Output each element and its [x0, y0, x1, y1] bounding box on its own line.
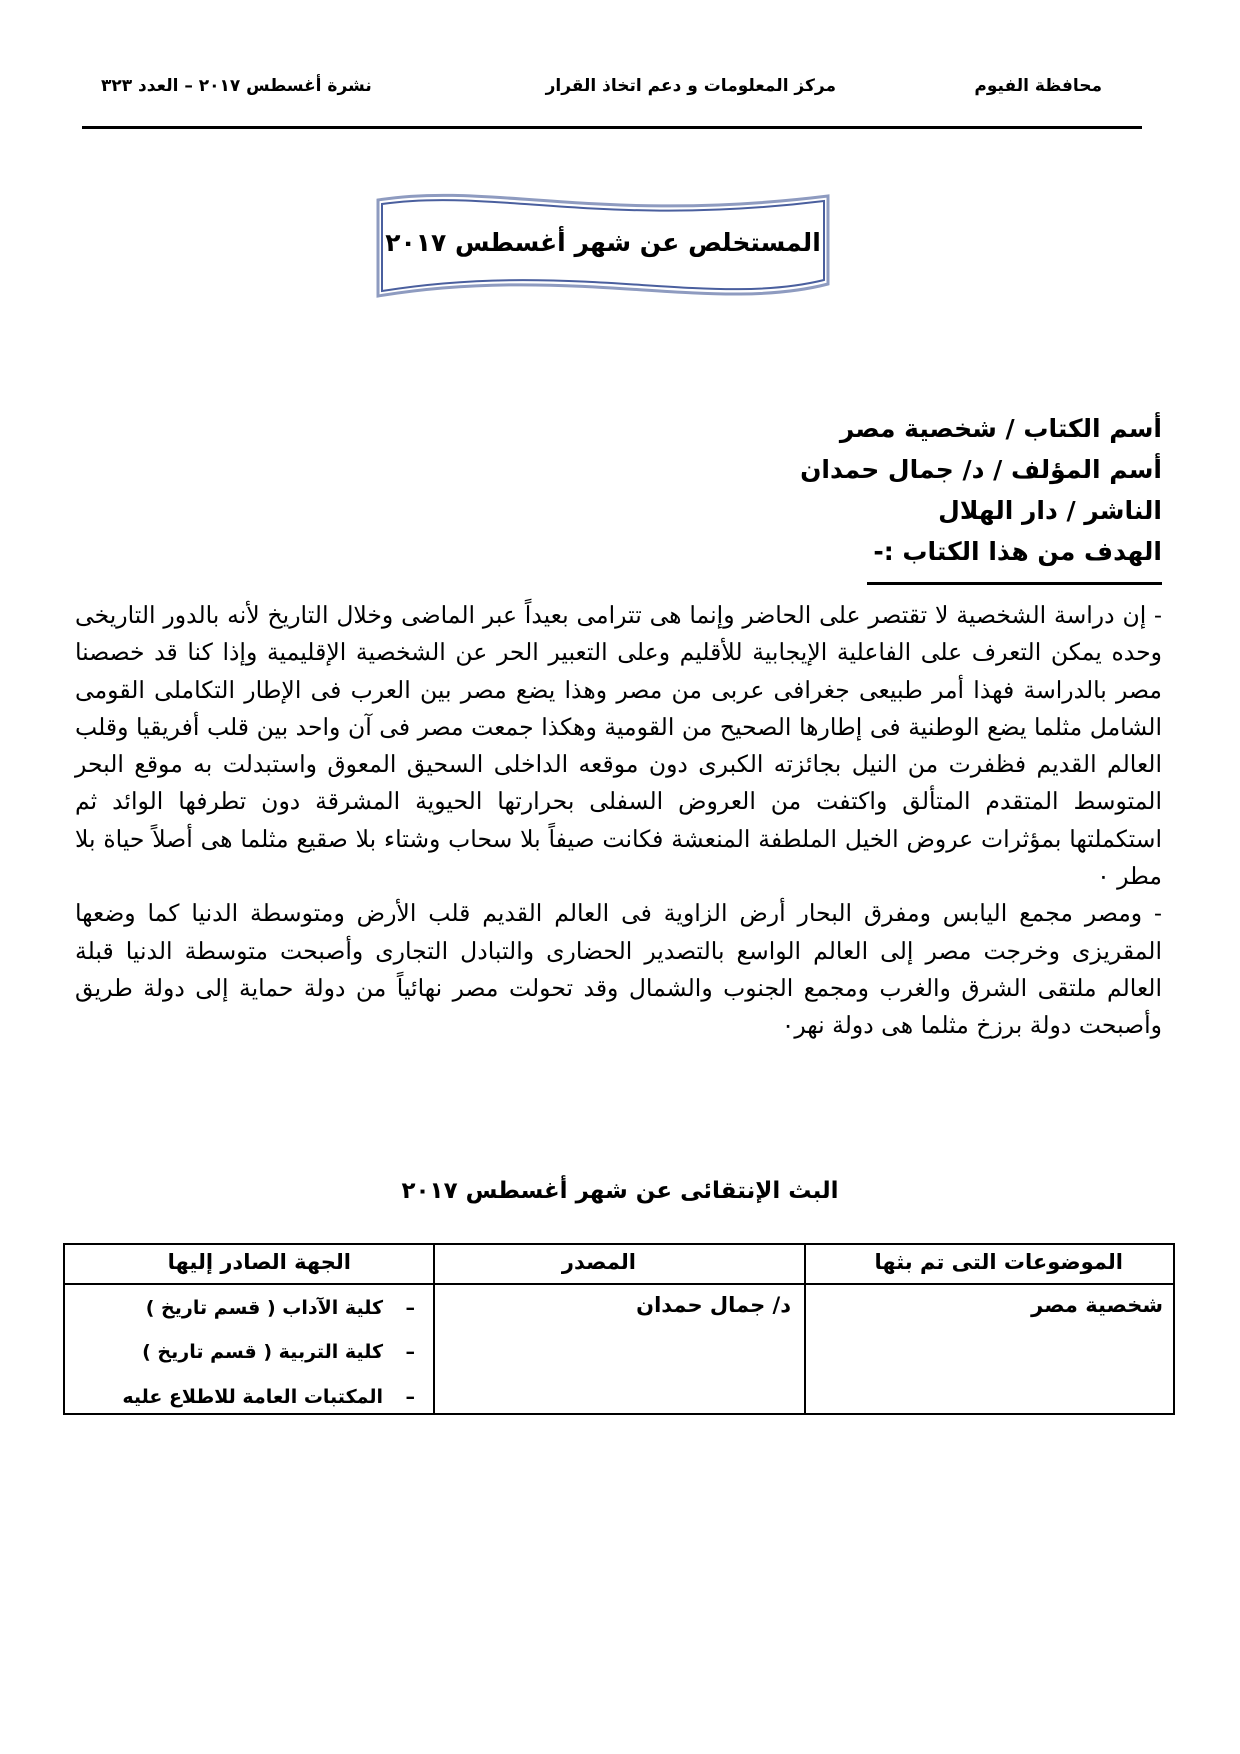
column-header-recipients: الجهة الصادر إليها: [167, 1250, 351, 1274]
recipient-item: كلية التربية ( قسم تاريخ ): [142, 1341, 383, 1363]
table-header-divider: [65, 1283, 1173, 1285]
book-publisher-line: الناشر / دار الهلال: [938, 496, 1162, 525]
table-cell-source: د/ جمال حمدان: [636, 1293, 791, 1317]
header-center-name: مركز المعلومات و دعم اتخاذ القرار: [545, 76, 836, 96]
list-dash: –: [405, 1386, 415, 1408]
book-goal-heading: الهدف من هذا الكتاب :-: [873, 537, 1162, 566]
book-author-line: أسم المؤلف / د/ جمال حمدان: [800, 455, 1162, 484]
recipient-item: المكتبات العامة للاطلاع عليه: [122, 1386, 383, 1408]
table-column-divider: [804, 1245, 806, 1413]
title-banner: [372, 190, 834, 306]
broadcast-table: [63, 1243, 1175, 1415]
banner-title: المستخلص عن شهر أغسطس ٢٠١٧: [385, 228, 821, 257]
book-info: [562, 408, 1162, 572]
recipient-item: كلية الآداب ( قسم تاريخ ): [145, 1297, 383, 1319]
header-governorate: محافظة الفيوم: [974, 76, 1102, 96]
column-header-source: المصدر: [561, 1250, 636, 1274]
list-dash: –: [405, 1297, 415, 1319]
table-column-divider: [433, 1245, 435, 1413]
book-title-line: أسم الكتاب / شخصية مصر: [839, 414, 1162, 443]
table-cell-topic: شخصية مصر: [1031, 1293, 1163, 1317]
abstract-paragraph: - ومصر مجمع اليابس ومفرق البحار أرض الزاوية فى العالم القديم قلب الأرض ومتوسطة الدنيا كما وضعها المقريزى وخرجت مصر إلى العالم الواسع بالتصدير الحضارى والتبادل التجارى وأصبحت متوسطة الدنيا قبلة العالم ملتقى الشرق والغرب ومجمع الجنوب والشمال وقد تحولت مصر نهائياً من دولة حماية إلى دولة طريق وأصبحت دولة برزخ مثلما هى دولة نهر٠: [75, 899, 1162, 1040]
broadcast-heading: البث الإنتقائى عن شهر أغسطس ٢٠١٧: [401, 1178, 839, 1204]
column-header-topics: الموضوعات التى تم بثها: [874, 1250, 1123, 1274]
header-divider: [82, 126, 1142, 129]
header-issue: نشرة أغسطس ٢٠١٧ – العدد ٣٢٣: [101, 76, 372, 96]
abstract-text: [75, 597, 1162, 1045]
list-dash: –: [405, 1341, 415, 1363]
goal-underline: [867, 582, 1162, 585]
abstract-paragraph: - إن دراسة الشخصية لا تقتصر على الحاضر وإنما هى تترامى بعيداً عبر الماضى وخلال التاريخ لأنه بالدور التاريخى وحده يمكن التعرف على الفاعلية الإيجابية للأقليم وعلى التعبير الحر عن الشخصية الإقليمية وإذا كنا قد خصصنا مصر بالدراسة فهذا أمر طبيعى جغرافى عربى من مصر وهذا يضع مصر بين العرب فى الإطار التكاملى القومى الشامل مثلما يضع الوطنية فى إطارها الصحيح من القومية وهكذا جمعت مصر فى آن واحد بين قلب أفريقيا وقلب العالم القديم فظفرت من النيل بجائزته الكبرى دون موقعه الداخلى السحيق المعوق واستبدلت به موقع البحر المتوسط المتقدم المتألق واكتفت من العروض السفلى بحرارتها الحيوية المشرقة دون تطرفها الوائد ثم استكملتها بمؤثرات عروض الخيل الملطفة المنعشة فكانت صيفاً بلا سحاب وشتاء بلا صقيع مثلما هى أصلاً حياة بلا مطر ٠: [75, 601, 1162, 891]
